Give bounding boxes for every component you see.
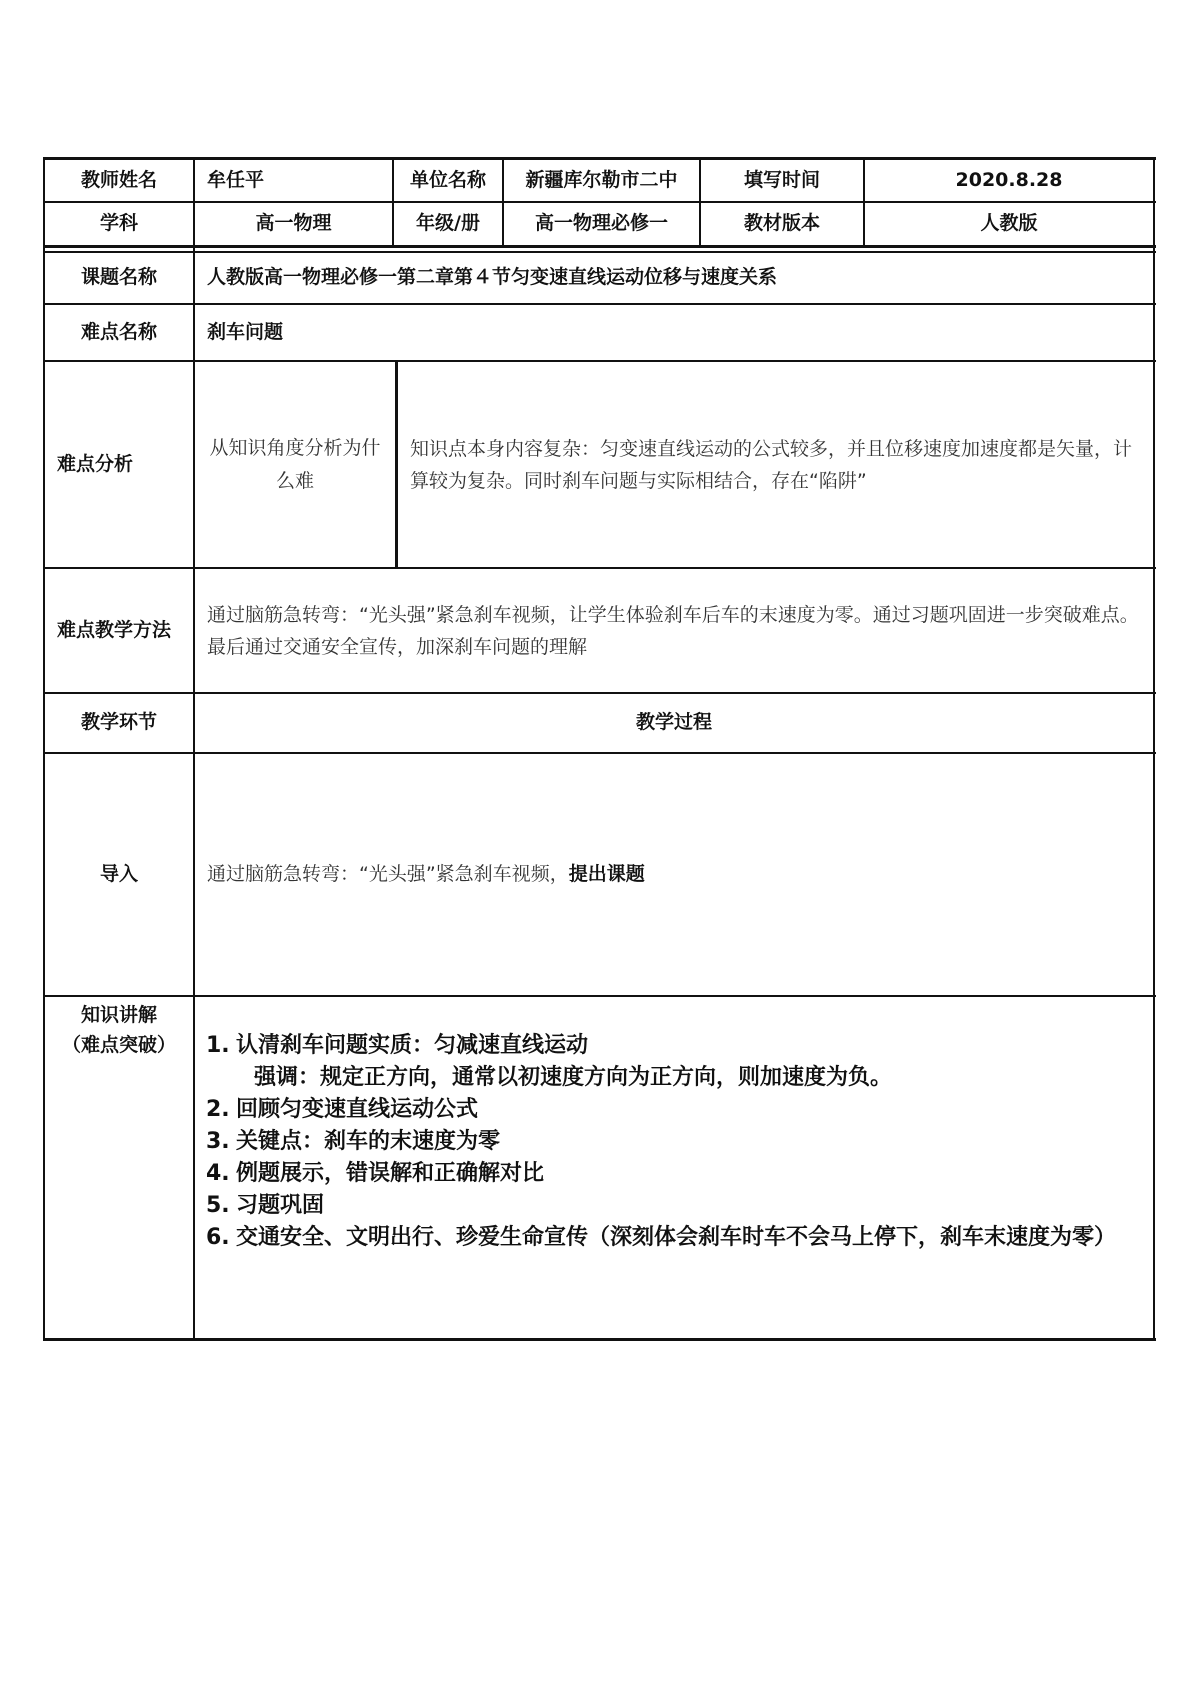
table-border: [43, 245, 1156, 248]
item-number: 2.: [206, 1097, 230, 1122]
analysis-text-cell: [398, 362, 1153, 567]
intro-bold-text: 提出课题: [568, 862, 645, 885]
table-border: [43, 995, 1156, 997]
list-item: [206, 1158, 1146, 1190]
table-border: [1153, 157, 1155, 1341]
unit-label: 单位名称: [409, 168, 486, 191]
method-text: 通过脑筋急转弯：“光头强”紧急刹车视频，让学生体验刹车后车的末速度为零。通过习题巩固进一步突破难点。最后通过交通安全宣传，加深刹车问题的理解: [207, 603, 1139, 658]
knowledge-label-line2: （难点突破）: [61, 1034, 176, 1056]
stage-header: 教学环节: [80, 711, 157, 734]
edition-value: 人教版: [980, 212, 1038, 235]
grade-label: 年级/册: [416, 212, 480, 235]
item-number: 5.: [206, 1193, 230, 1218]
difficulty-value: 刹车问题: [207, 320, 284, 343]
item-number: 6.: [206, 1225, 230, 1250]
item-number: 1.: [206, 1033, 230, 1058]
topic-value: 人教版高一物理必修一第二章第４节匀变速直线运动位移与速度关系: [207, 266, 778, 289]
list-item: [206, 1126, 1146, 1158]
date-value: 2020.8.28: [955, 168, 1063, 191]
item-text: 例题展示，错误解和正确解对比: [236, 1161, 545, 1186]
analysis-sublabel: 从知识角度分析为什么难: [209, 436, 381, 492]
edition-label: 教材版本: [743, 212, 820, 235]
item-number: 4.: [206, 1161, 230, 1186]
intro-text-cell: [195, 754, 1153, 995]
item-text: 回顾匀变速直线运动公式: [236, 1097, 479, 1122]
subject-label: 学科: [99, 212, 138, 235]
item-text: 关键点：刹车的末速度为零: [236, 1129, 501, 1154]
list-item-note: 强调：规定正方向，通常以初速度方向为正方向，则加速度为负。: [254, 1065, 893, 1090]
difficulty-label: 难点名称: [80, 320, 157, 343]
list-item: [206, 1094, 1146, 1126]
list-item: [206, 1190, 1146, 1222]
method-label: 难点教学方法: [57, 618, 172, 641]
item-number: 3.: [206, 1129, 230, 1154]
item-text: 交通安全、文明出行、珍爱生命宣传（深刻体会刹车时车不会马上停下，刹车末速度为零）: [236, 1225, 1117, 1250]
list-item: [206, 1030, 1146, 1062]
item-text: 认清刹车问题实质：匀减速直线运动: [236, 1033, 589, 1058]
intro-label: 导入: [99, 862, 138, 885]
knowledge-label: [45, 1000, 193, 1060]
process-header: 教学过程: [635, 711, 712, 734]
analysis-label: 难点分析: [57, 452, 134, 475]
knowledge-list: [206, 1030, 1146, 1254]
table-border: [43, 1338, 1156, 1341]
date-label: 填写时间: [743, 168, 820, 191]
intro-text: 通过脑筋急转弯：“光头强”紧急刹车视频，: [207, 862, 569, 885]
method-text-cell: [195, 569, 1153, 692]
knowledge-label-line1: 知识讲解: [80, 1004, 157, 1026]
subject-value: 高一物理: [255, 212, 332, 235]
grade-value: 高一物理必修一: [534, 212, 668, 235]
item-text: 习题巩固: [236, 1193, 325, 1218]
topic-label: 课题名称: [80, 266, 157, 289]
unit-value: 新疆库尔勒市二中: [525, 168, 678, 191]
analysis-text: 知识点本身内容复杂：匀变速直线运动的公式较多，并且位移速度加速度都是矢量，计算较为复杂。同时刹车问题与实际相结合，存在“陷阱”: [410, 437, 1133, 492]
teacher-label: 教师姓名: [80, 168, 157, 191]
teacher-value: 牟任平: [207, 168, 265, 191]
list-item: [206, 1222, 1146, 1254]
